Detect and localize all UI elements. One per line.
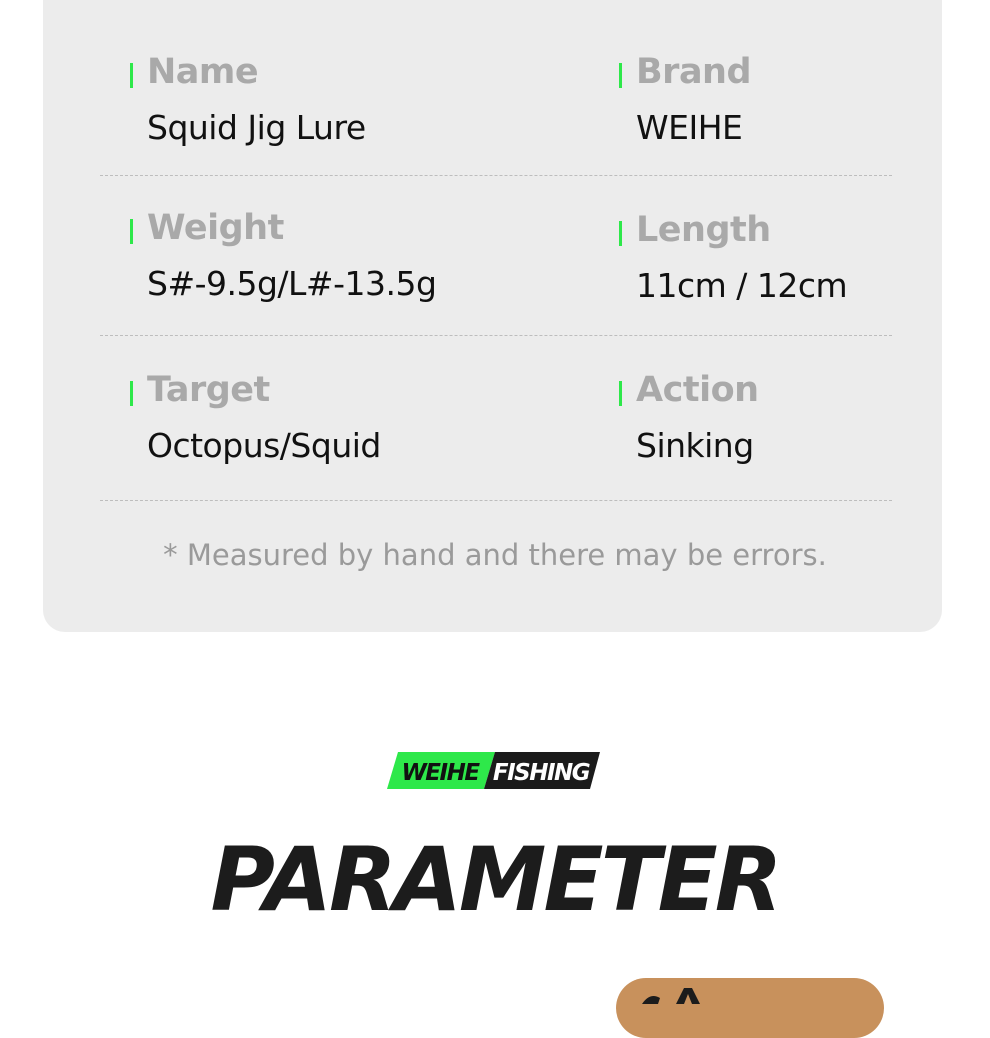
next-section-tab xyxy=(616,978,884,1038)
measurement-note: * Measured by hand and there may be errors. xyxy=(163,538,827,572)
spec-value: Octopus/Squid xyxy=(147,426,381,465)
logo-left-text: WEIHE xyxy=(401,760,479,786)
spec-label: Brand xyxy=(636,52,752,92)
spec-value: Squid Jig Lure xyxy=(147,108,366,147)
logo-right-text: FISHING xyxy=(492,760,590,786)
spec-label: Name xyxy=(147,52,259,92)
spec-value: Sinking xyxy=(636,426,754,465)
dashed-divider xyxy=(100,175,892,176)
accent-bar xyxy=(130,219,133,244)
spec-value: WEIHE xyxy=(636,108,743,147)
spec-label: Weight xyxy=(147,208,284,248)
spec-label: Action xyxy=(636,370,759,410)
spec-value: 11cm / 12cm xyxy=(636,266,848,305)
accent-bar xyxy=(130,63,133,88)
dashed-divider xyxy=(100,335,892,336)
section-title: PARAMETER xyxy=(210,828,780,931)
weihe-fishing-logo xyxy=(387,752,600,789)
accent-bar xyxy=(619,221,622,246)
accent-bar xyxy=(619,381,622,406)
accent-bar xyxy=(130,381,133,406)
spec-value: S#-9.5g/L#-13.5g xyxy=(147,264,437,303)
accent-bar xyxy=(619,63,622,88)
spec-label: Length xyxy=(636,210,771,250)
spec-label: Target xyxy=(147,370,270,410)
cropped-glyph xyxy=(640,984,700,1004)
dashed-divider xyxy=(100,500,892,501)
